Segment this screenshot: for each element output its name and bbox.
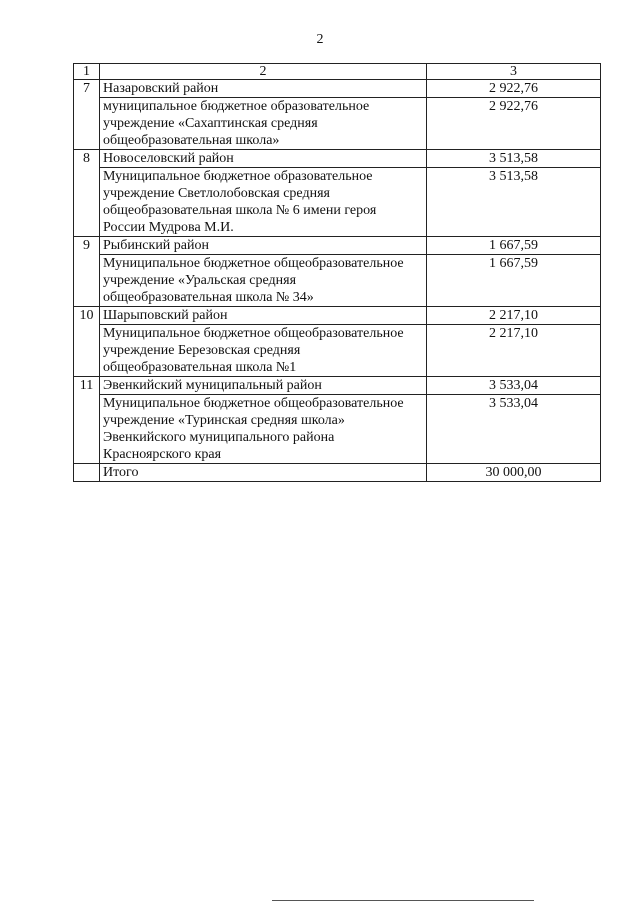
district-name: Эвенкийский муниципальный район (100, 377, 427, 395)
institution-line: общеобразовательная школа № 6 имени героя (103, 203, 377, 218)
row-number: 8 (74, 150, 100, 237)
district-amount: 2 217,10 (427, 307, 601, 325)
institution-amount: 1 667,59 (427, 255, 601, 307)
table-row-institution (74, 255, 601, 307)
district-amount: 3 533,04 (427, 377, 601, 395)
district-name: Рыбинский район (100, 237, 427, 255)
row-number: 11 (74, 377, 100, 464)
district-name: Новоселовский район (100, 150, 427, 168)
bottom-divider (272, 900, 534, 901)
institution-line: учреждение «Уральская средняя (103, 273, 297, 288)
table-row-district (74, 377, 601, 395)
row-number: 9 (74, 237, 100, 307)
table-row-institution (74, 325, 601, 377)
header-col-2: 2 (100, 64, 427, 80)
institution-line: Муниципальное бюджетное общеобразовательное (103, 396, 404, 411)
total-amount: 30 000,00 (427, 464, 601, 482)
institution-line: учреждение Светлолобовская средняя (103, 186, 330, 201)
institution-line: учреждение «Туринская средняя школа» (103, 413, 345, 428)
institution-line: Красноярского края (103, 447, 222, 462)
institution-line: учреждение «Сахаптинская средняя (103, 116, 318, 131)
table-row-district (74, 237, 601, 255)
institution-line: Эвенкийского муниципального района (103, 430, 335, 445)
institution-name (100, 395, 427, 464)
institution-name (100, 98, 427, 150)
district-name: Шарыповский район (100, 307, 427, 325)
district-amount: 1 667,59 (427, 237, 601, 255)
header-col-1: 1 (74, 64, 100, 80)
institution-line: учреждение Березовская средняя (103, 343, 301, 358)
institution-amount: 2 922,76 (427, 98, 601, 150)
institution-line: Муниципальное бюджетное общеобразовательное (103, 326, 404, 341)
total-label: Итого (100, 464, 427, 482)
district-name: Назаровский район (100, 80, 427, 98)
institution-line: Муниципальное бюджетное общеобразовательное (103, 256, 404, 271)
table-row-institution (74, 168, 601, 237)
page-number: 2 (316, 32, 324, 47)
table-row-institution (74, 98, 601, 150)
district-amount: 2 922,76 (427, 80, 601, 98)
table-row-district (74, 80, 601, 98)
row-number: 7 (74, 80, 100, 150)
institution-line: России Мудрова М.И. (103, 220, 234, 235)
table-row-total (74, 464, 601, 482)
header-col-3: 3 (427, 64, 601, 80)
table-row-district (74, 150, 601, 168)
institution-line: общеобразовательная школа №1 (103, 360, 297, 375)
district-amount: 3 513,58 (427, 150, 601, 168)
institution-line: общеобразовательная школа № 34» (103, 290, 314, 305)
institution-line: общеобразовательная школа» (103, 133, 280, 148)
institution-name (100, 255, 427, 307)
institution-line: муниципальное бюджетное образовательное (103, 99, 370, 114)
institution-amount: 3 513,58 (427, 168, 601, 237)
allocation-table (73, 63, 601, 482)
institution-amount: 2 217,10 (427, 325, 601, 377)
institution-name (100, 168, 427, 237)
institution-name (100, 325, 427, 377)
total-empty-cell (74, 464, 100, 482)
table-header-row (74, 64, 601, 80)
table-row-district (74, 307, 601, 325)
row-number: 10 (74, 307, 100, 377)
institution-amount: 3 533,04 (427, 395, 601, 464)
table-row-institution (74, 395, 601, 464)
institution-line: Муниципальное бюджетное образовательное (103, 169, 373, 184)
